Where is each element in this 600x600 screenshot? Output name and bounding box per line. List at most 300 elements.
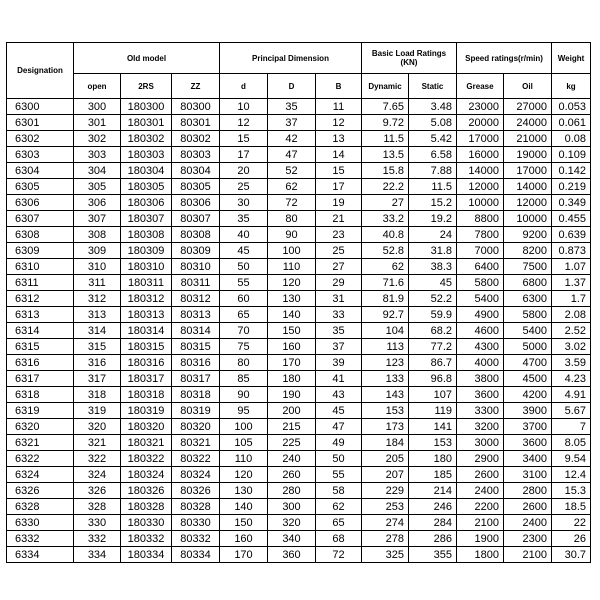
table-row	[7, 259, 591, 275]
D-cell: 225	[268, 435, 316, 451]
d-cell: 50	[220, 259, 268, 275]
B-cell: 31	[316, 291, 362, 307]
D-cell: 280	[268, 483, 316, 499]
2rs-cell: 180318	[121, 387, 172, 403]
zz-cell: 80328	[172, 499, 220, 515]
open-cell: 305	[74, 179, 121, 195]
oil-cell: 19000	[504, 147, 552, 163]
dynamic-cell: 113	[362, 339, 409, 355]
designation-cell: 6308	[7, 227, 74, 243]
zz-cell: 80324	[172, 467, 220, 483]
designation-cell: 6317	[7, 371, 74, 387]
2rs-cell: 180334	[121, 547, 172, 563]
weight-cell: 4.91	[552, 387, 591, 403]
B-cell: 65	[316, 515, 362, 531]
open-cell: 306	[74, 195, 121, 211]
B-cell: 21	[316, 211, 362, 227]
static-cell: 286	[409, 531, 457, 547]
designation-cell: 6301	[7, 115, 74, 131]
static-cell: 355	[409, 547, 457, 563]
weight-cell: 0.109	[552, 147, 591, 163]
open-cell: 319	[74, 403, 121, 419]
oil-cell: 2600	[504, 499, 552, 515]
static-cell: 6.58	[409, 147, 457, 163]
zz-cell: 80312	[172, 291, 220, 307]
designation-cell: 6315	[7, 339, 74, 355]
dynamic-cell: 92.7	[362, 307, 409, 323]
weight-cell: 0.349	[552, 195, 591, 211]
zz-cell: 80322	[172, 451, 220, 467]
grease-cell: 4900	[457, 307, 504, 323]
oil-cell: 5000	[504, 339, 552, 355]
dynamic-cell: 13.5	[362, 147, 409, 163]
dynamic-cell: 229	[362, 483, 409, 499]
table-row	[7, 195, 591, 211]
designation-cell: 6314	[7, 323, 74, 339]
static-cell: 119	[409, 403, 457, 419]
2rs-header: 2RS	[121, 74, 172, 99]
d-cell: 35	[220, 211, 268, 227]
dynamic-cell: 62	[362, 259, 409, 275]
B-cell: 25	[316, 243, 362, 259]
static-cell: 52.2	[409, 291, 457, 307]
zz-cell: 80303	[172, 147, 220, 163]
B-cell: 23	[316, 227, 362, 243]
dynamic-cell: 205	[362, 451, 409, 467]
designation-cell: 6319	[7, 403, 74, 419]
speed-ratings-header: Speed ratings(r/min)	[457, 43, 552, 74]
weight-cell: 4.23	[552, 371, 591, 387]
2rs-cell: 180313	[121, 307, 172, 323]
2rs-cell: 180324	[121, 467, 172, 483]
weight-cell: 9.54	[552, 451, 591, 467]
dynamic-cell: 27	[362, 195, 409, 211]
B-cell: 29	[316, 275, 362, 291]
grease-cell: 3800	[457, 371, 504, 387]
open-cell: 301	[74, 115, 121, 131]
d-cell: 65	[220, 307, 268, 323]
B-cell: 55	[316, 467, 362, 483]
d-cell: 170	[220, 547, 268, 563]
grease-cell: 3200	[457, 419, 504, 435]
grease-cell: 5800	[457, 275, 504, 291]
B-cell: 50	[316, 451, 362, 467]
inner-diameter-header: d	[220, 74, 268, 99]
designation-cell: 6303	[7, 147, 74, 163]
oil-cell: 4200	[504, 387, 552, 403]
principal-dimension-header: Principal Dimension	[220, 43, 362, 74]
table-row	[7, 115, 591, 131]
weight-cell: 1.7	[552, 291, 591, 307]
D-cell: 340	[268, 531, 316, 547]
dynamic-cell: 9.72	[362, 115, 409, 131]
oil-cell: 10000	[504, 211, 552, 227]
table-row	[7, 483, 591, 499]
weight-cell: 5.67	[552, 403, 591, 419]
2rs-cell: 180320	[121, 419, 172, 435]
B-cell: 11	[316, 99, 362, 115]
d-cell: 130	[220, 483, 268, 499]
zz-cell: 80311	[172, 275, 220, 291]
D-cell: 35	[268, 99, 316, 115]
grease-cell: 8800	[457, 211, 504, 227]
table-row	[7, 419, 591, 435]
dynamic-cell: 7.65	[362, 99, 409, 115]
D-cell: 42	[268, 131, 316, 147]
static-cell: 214	[409, 483, 457, 499]
d-cell: 160	[220, 531, 268, 547]
d-cell: 30	[220, 195, 268, 211]
open-cell: 320	[74, 419, 121, 435]
2rs-cell: 180322	[121, 451, 172, 467]
D-cell: 260	[268, 467, 316, 483]
table-row	[7, 339, 591, 355]
static-cell: 38.3	[409, 259, 457, 275]
open-cell: 313	[74, 307, 121, 323]
weight-cell: 0.08	[552, 131, 591, 147]
d-cell: 60	[220, 291, 268, 307]
d-cell: 12	[220, 115, 268, 131]
d-cell: 95	[220, 403, 268, 419]
oil-cell: 2300	[504, 531, 552, 547]
static-header: Static	[409, 74, 457, 99]
grease-cell: 23000	[457, 99, 504, 115]
designation-cell: 6332	[7, 531, 74, 547]
outer-diameter-header: D	[268, 74, 316, 99]
dynamic-cell: 274	[362, 515, 409, 531]
dynamic-cell: 325	[362, 547, 409, 563]
weight-cell: 0.142	[552, 163, 591, 179]
d-cell: 55	[220, 275, 268, 291]
oil-header: Oil	[504, 74, 552, 99]
static-cell: 24	[409, 227, 457, 243]
kg-header: kg	[552, 74, 591, 99]
static-cell: 141	[409, 419, 457, 435]
zz-cell: 80309	[172, 243, 220, 259]
D-cell: 360	[268, 547, 316, 563]
weight-cell: 1.07	[552, 259, 591, 275]
bearing-spec-table	[6, 42, 591, 563]
zz-cell: 80307	[172, 211, 220, 227]
d-cell: 110	[220, 451, 268, 467]
table-row	[7, 451, 591, 467]
open-cell: 311	[74, 275, 121, 291]
D-cell: 200	[268, 403, 316, 419]
table-row	[7, 227, 591, 243]
B-cell: 39	[316, 355, 362, 371]
B-cell: 47	[316, 419, 362, 435]
2rs-cell: 180317	[121, 371, 172, 387]
D-cell: 52	[268, 163, 316, 179]
2rs-cell: 180301	[121, 115, 172, 131]
static-cell: 3.48	[409, 99, 457, 115]
zz-cell: 80334	[172, 547, 220, 563]
zz-cell: 80326	[172, 483, 220, 499]
weight-cell: 0.639	[552, 227, 591, 243]
2rs-cell: 180310	[121, 259, 172, 275]
grease-cell: 1900	[457, 531, 504, 547]
designation-cell: 6322	[7, 451, 74, 467]
oil-cell: 4500	[504, 371, 552, 387]
static-cell: 31.8	[409, 243, 457, 259]
D-cell: 140	[268, 307, 316, 323]
d-cell: 70	[220, 323, 268, 339]
grease-cell: 16000	[457, 147, 504, 163]
dynamic-cell: 173	[362, 419, 409, 435]
open-cell: 332	[74, 531, 121, 547]
grease-cell: 7800	[457, 227, 504, 243]
designation-cell: 6318	[7, 387, 74, 403]
table-row	[7, 547, 591, 563]
B-cell: 49	[316, 435, 362, 451]
oil-cell: 24000	[504, 115, 552, 131]
designation-cell: 6312	[7, 291, 74, 307]
d-cell: 100	[220, 419, 268, 435]
weight-cell: 2.08	[552, 307, 591, 323]
zz-cell: 80302	[172, 131, 220, 147]
static-cell: 246	[409, 499, 457, 515]
weight-cell: 3.59	[552, 355, 591, 371]
B-cell: 27	[316, 259, 362, 275]
table-row	[7, 243, 591, 259]
open-cell: 314	[74, 323, 121, 339]
grease-cell: 14000	[457, 163, 504, 179]
D-cell: 190	[268, 387, 316, 403]
dynamic-cell: 33.2	[362, 211, 409, 227]
oil-cell: 3400	[504, 451, 552, 467]
dynamic-cell: 11.5	[362, 131, 409, 147]
dynamic-cell: 153	[362, 403, 409, 419]
D-cell: 100	[268, 243, 316, 259]
oil-cell: 21000	[504, 131, 552, 147]
B-cell: 33	[316, 307, 362, 323]
D-cell: 47	[268, 147, 316, 163]
2rs-cell: 180303	[121, 147, 172, 163]
designation-cell: 6302	[7, 131, 74, 147]
designation-cell: 6309	[7, 243, 74, 259]
table-row	[7, 179, 591, 195]
open-cell: 328	[74, 499, 121, 515]
designation-cell: 6326	[7, 483, 74, 499]
grease-cell: 4300	[457, 339, 504, 355]
dynamic-cell: 184	[362, 435, 409, 451]
zz-cell: 80315	[172, 339, 220, 355]
weight-cell: 0.219	[552, 179, 591, 195]
dynamic-cell: 40.8	[362, 227, 409, 243]
grease-cell: 17000	[457, 131, 504, 147]
D-cell: 180	[268, 371, 316, 387]
weight-cell: 3.02	[552, 339, 591, 355]
2rs-cell: 180300	[121, 99, 172, 115]
weight-cell: 8.05	[552, 435, 591, 451]
D-cell: 90	[268, 227, 316, 243]
table-row	[7, 131, 591, 147]
D-cell: 37	[268, 115, 316, 131]
2rs-cell: 180330	[121, 515, 172, 531]
grease-cell: 20000	[457, 115, 504, 131]
d-cell: 25	[220, 179, 268, 195]
d-cell: 17	[220, 147, 268, 163]
D-cell: 215	[268, 419, 316, 435]
table-row	[7, 499, 591, 515]
oil-cell: 3100	[504, 467, 552, 483]
static-cell: 5.08	[409, 115, 457, 131]
designation-cell: 6320	[7, 419, 74, 435]
static-cell: 185	[409, 467, 457, 483]
grease-cell: 7000	[457, 243, 504, 259]
table-row	[7, 147, 591, 163]
B-cell: 17	[316, 179, 362, 195]
dynamic-cell: 207	[362, 467, 409, 483]
zz-cell: 80320	[172, 419, 220, 435]
grease-cell: 3300	[457, 403, 504, 419]
oil-cell: 3700	[504, 419, 552, 435]
B-cell: 72	[316, 547, 362, 563]
open-cell: 312	[74, 291, 121, 307]
2rs-cell: 180326	[121, 483, 172, 499]
weight-cell: 18.5	[552, 499, 591, 515]
designation-cell: 6307	[7, 211, 74, 227]
dynamic-cell: 71.6	[362, 275, 409, 291]
table-row	[7, 355, 591, 371]
zz-cell: 80330	[172, 515, 220, 531]
open-cell: 334	[74, 547, 121, 563]
zz-header: ZZ	[172, 74, 220, 99]
oil-cell: 6800	[504, 275, 552, 291]
d-cell: 15	[220, 131, 268, 147]
zz-cell: 80301	[172, 115, 220, 131]
static-cell: 107	[409, 387, 457, 403]
grease-cell: 2400	[457, 483, 504, 499]
2rs-cell: 180332	[121, 531, 172, 547]
weight-cell: 0.053	[552, 99, 591, 115]
weight-cell: 12.4	[552, 467, 591, 483]
designation-cell: 6321	[7, 435, 74, 451]
zz-cell: 80318	[172, 387, 220, 403]
designation-cell: 6311	[7, 275, 74, 291]
static-cell: 19.2	[409, 211, 457, 227]
designation-header: Designation	[7, 43, 74, 99]
table-row	[7, 387, 591, 403]
table-row	[7, 163, 591, 179]
oil-cell: 3600	[504, 435, 552, 451]
2rs-cell: 180316	[121, 355, 172, 371]
zz-cell: 80319	[172, 403, 220, 419]
open-cell: 330	[74, 515, 121, 531]
designation-cell: 6304	[7, 163, 74, 179]
oil-cell: 12000	[504, 195, 552, 211]
zz-cell: 80305	[172, 179, 220, 195]
designation-cell: 6310	[7, 259, 74, 275]
table-header	[7, 43, 591, 99]
D-cell: 160	[268, 339, 316, 355]
d-cell: 20	[220, 163, 268, 179]
2rs-cell: 180309	[121, 243, 172, 259]
designation-cell: 6324	[7, 467, 74, 483]
oil-cell: 27000	[504, 99, 552, 115]
B-cell: 62	[316, 499, 362, 515]
grease-cell: 2600	[457, 467, 504, 483]
grease-cell: 3000	[457, 435, 504, 451]
d-cell: 105	[220, 435, 268, 451]
static-cell: 86.7	[409, 355, 457, 371]
static-cell: 7.88	[409, 163, 457, 179]
open-cell: 318	[74, 387, 121, 403]
table-row	[7, 515, 591, 531]
grease-cell: 2200	[457, 499, 504, 515]
D-cell: 150	[268, 323, 316, 339]
B-cell: 58	[316, 483, 362, 499]
open-cell: 304	[74, 163, 121, 179]
designation-cell: 6313	[7, 307, 74, 323]
zz-cell: 80306	[172, 195, 220, 211]
basic-load-ratings-header	[362, 43, 457, 74]
dynamic-cell: 81.9	[362, 291, 409, 307]
static-cell: 5.42	[409, 131, 457, 147]
open-cell: 302	[74, 131, 121, 147]
B-cell: 45	[316, 403, 362, 419]
designation-cell: 6330	[7, 515, 74, 531]
zz-cell: 80316	[172, 355, 220, 371]
static-cell: 96.8	[409, 371, 457, 387]
static-cell: 284	[409, 515, 457, 531]
grease-header: Grease	[457, 74, 504, 99]
2rs-cell: 180328	[121, 499, 172, 515]
table-row	[7, 99, 591, 115]
static-cell: 11.5	[409, 179, 457, 195]
zz-cell: 80308	[172, 227, 220, 243]
open-cell: 317	[74, 371, 121, 387]
static-cell: 68.2	[409, 323, 457, 339]
oil-cell: 2100	[504, 547, 552, 563]
open-cell: 326	[74, 483, 121, 499]
zz-cell: 80304	[172, 163, 220, 179]
zz-cell: 80300	[172, 99, 220, 115]
open-cell: 308	[74, 227, 121, 243]
dynamic-cell: 143	[362, 387, 409, 403]
basic-load-ratings-title: Basic Load Ratings	[371, 49, 447, 58]
static-cell: 15.2	[409, 195, 457, 211]
dynamic-cell: 278	[362, 531, 409, 547]
table-row	[7, 531, 591, 547]
B-cell: 68	[316, 531, 362, 547]
oil-cell: 3900	[504, 403, 552, 419]
d-cell: 80	[220, 355, 268, 371]
D-cell: 72	[268, 195, 316, 211]
designation-cell: 6316	[7, 355, 74, 371]
d-cell: 140	[220, 499, 268, 515]
oil-cell: 5800	[504, 307, 552, 323]
grease-cell: 10000	[457, 195, 504, 211]
grease-cell: 12000	[457, 179, 504, 195]
dynamic-cell: 22.2	[362, 179, 409, 195]
D-cell: 130	[268, 291, 316, 307]
2rs-cell: 180319	[121, 403, 172, 419]
oil-cell: 2800	[504, 483, 552, 499]
oil-cell: 17000	[504, 163, 552, 179]
static-cell: 77.2	[409, 339, 457, 355]
open-cell: 309	[74, 243, 121, 259]
table-row	[7, 467, 591, 483]
open-cell: 322	[74, 451, 121, 467]
open-cell: 321	[74, 435, 121, 451]
oil-cell: 5400	[504, 323, 552, 339]
dynamic-header: Dynamic	[362, 74, 409, 99]
dynamic-cell: 15.8	[362, 163, 409, 179]
open-cell: 324	[74, 467, 121, 483]
d-cell: 45	[220, 243, 268, 259]
grease-cell: 4000	[457, 355, 504, 371]
